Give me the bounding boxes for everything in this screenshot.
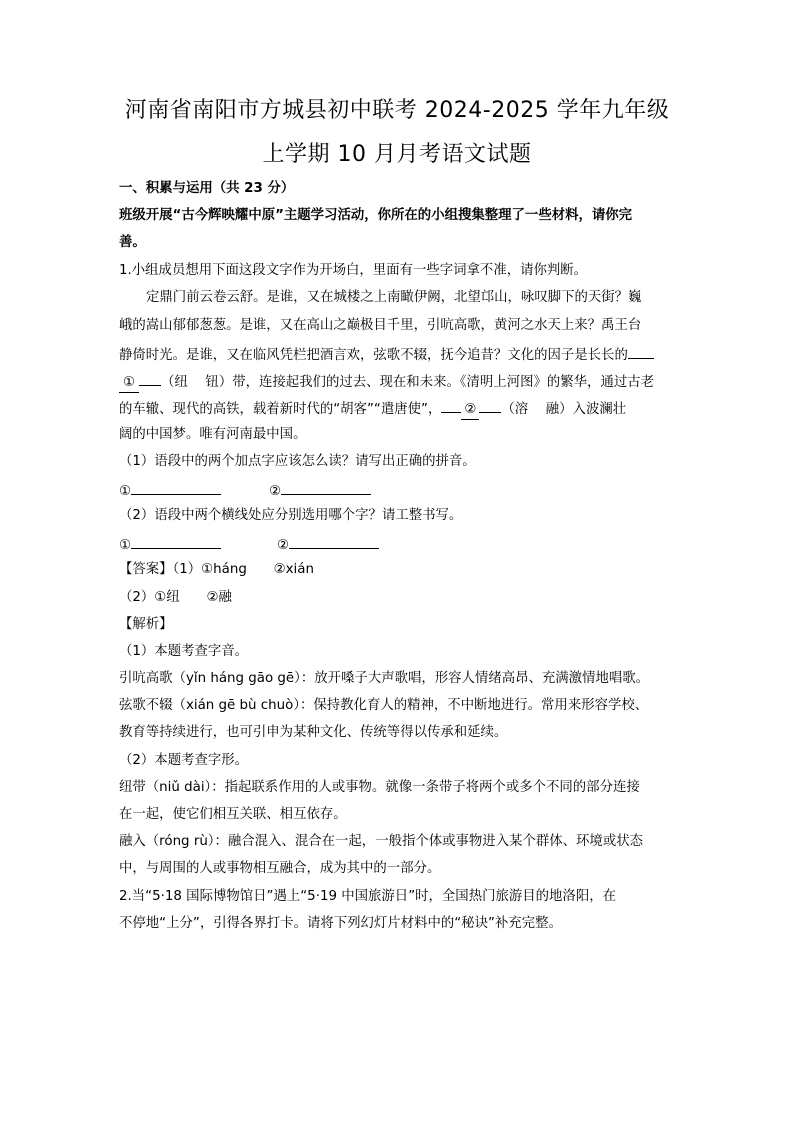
subquestion1-blanks bbox=[119, 480, 679, 501]
passage-line3 bbox=[119, 344, 679, 365]
subquestion1-mark-a: ① bbox=[119, 484, 132, 499]
passage-line4 bbox=[119, 371, 679, 393]
analysis-glyph-item1-line1: 纽带（niǔ dài）：指起联系作用的人或事物。就像一条带子将两个或多个不同的部分连接 bbox=[119, 780, 640, 795]
subquestion2-blank-b[interactable] bbox=[289, 534, 379, 549]
blank-2-start bbox=[441, 398, 461, 413]
subquestion2: （2）语段中两个横线处应分别选用哪个字？请工整书写。 bbox=[119, 508, 463, 523]
document-title-line1: 河南省南阳市方城县初中联考 2024-2025 学年九年级 bbox=[124, 98, 670, 123]
analysis-glyph-item1-line2: 在一起，使它们相互关联、相互依存。 bbox=[119, 807, 347, 822]
analysis-label: 【解析】 bbox=[119, 617, 173, 632]
subquestion1: （1）语段中的两个加点字应该怎么读？请写出正确的拼音。 bbox=[119, 454, 476, 469]
subquestion2-blank-a[interactable] bbox=[131, 534, 221, 549]
passage-line4-text: （纽 钮）带，连接起我们的过去、现在和未来。《清明上河图》的繁华，通过古老 bbox=[161, 375, 655, 390]
passage-line6: 阔的中国梦。唯有河南最中国。 bbox=[119, 427, 307, 442]
passage-line1: 定鼎门前云卷云舒。是谁，又在城楼之上南瞰伊阙，北望邙山，咏叹脚下的天街？巍 bbox=[146, 290, 642, 305]
section-intro-line2: 善。 bbox=[119, 235, 146, 250]
analysis-pronunciation-item1: 引吭高歌（yǐn háng gāo gē）：放开嗓子大声歌唱，形容人情绪高昂、充满激情地唱歌。 bbox=[119, 671, 650, 686]
blank-2-number: ② bbox=[461, 401, 479, 420]
subquestion2-blanks bbox=[119, 534, 679, 555]
blank-1-number: ① bbox=[119, 374, 139, 393]
blank-2-end bbox=[479, 398, 501, 413]
section-heading: 一、积累与运用（共 23 分） bbox=[119, 181, 295, 196]
analysis-glyph-heading: （2）本题考查字形。 bbox=[119, 753, 249, 768]
subquestion1-blank-b[interactable] bbox=[281, 480, 371, 495]
answer-part2: （2）①纽 ②融 bbox=[119, 590, 232, 605]
blank-1-end bbox=[139, 371, 161, 386]
subquestion2-mark-a: ① bbox=[119, 538, 132, 553]
subquestion1-mark-b: ② bbox=[269, 484, 282, 499]
document-title-line2: 上学期 10 月月考语文试题 bbox=[262, 142, 532, 167]
question2-stem-line2: 不停地“上分”，引得各界打卡。请将下列幻灯片材料中的“秘诀”补充完整。 bbox=[119, 916, 562, 931]
analysis-glyph-item2-line1: 融入（róng rù）：融合混入、混合在一起，一般指个体或事物进入某个群体、环境或状态 bbox=[119, 834, 643, 849]
analysis-pronunciation-item2-line1: 弦歌不辍（xián gē bù chuò）：保持教化育人的精神，不中断地进行。常用来形容学校、 bbox=[119, 698, 649, 713]
answer-part1: （1）①háng ②xián bbox=[172, 562, 314, 577]
section-intro-line1: 班级开展“古今辉映耀中原”主题学习活动，你所在的小组搜集整理了一些材料，请你完 bbox=[119, 208, 633, 223]
subquestion2-mark-b: ② bbox=[277, 538, 290, 553]
passage-line3-text: 静倚时光。是谁，又在临风凭栏把酒言欢，弦歌不辍，抚今追昔？文化的因子是长长的 bbox=[119, 348, 628, 363]
passage-line5-text-a: 的车辙、现代的高铁，载着新时代的“胡客”“遣唐使”， bbox=[119, 402, 442, 417]
question2-stem-line1: 2.当“5·18 国际博物馆日”遇上“5·19 中国旅游日”时，全国热门旅游目的地洛阳，在 bbox=[119, 889, 616, 904]
subquestion1-blank-a[interactable] bbox=[131, 480, 221, 495]
blank-1-start bbox=[628, 344, 654, 359]
passage-line5-text-b: （溶 融）入波澜壮 bbox=[501, 402, 627, 417]
answer-label: 【答案】 bbox=[119, 562, 173, 577]
answer-line1 bbox=[119, 561, 679, 579]
passage-line2: 峨的嵩山郁郁葱葱。是谁，又在高山之巅极目千里，引吭高歌，黄河之水天上来？禹王台 bbox=[119, 318, 642, 333]
question1-stem: 1.小组成员想用下面这段文字作为开场白，里面有一些字词拿不准，请你判断。 bbox=[119, 263, 588, 278]
analysis-pronunciation-item2-line2: 教育等持续进行，也可引申为某种文化、传统等得以传承和延续。 bbox=[119, 725, 508, 740]
passage-line5 bbox=[119, 398, 679, 420]
analysis-glyph-item2-line2: 中，与周围的人或事物相互融合，成为其中的一部分。 bbox=[119, 861, 441, 876]
analysis-pronunciation-heading: （1）本题考查字音。 bbox=[119, 644, 249, 659]
